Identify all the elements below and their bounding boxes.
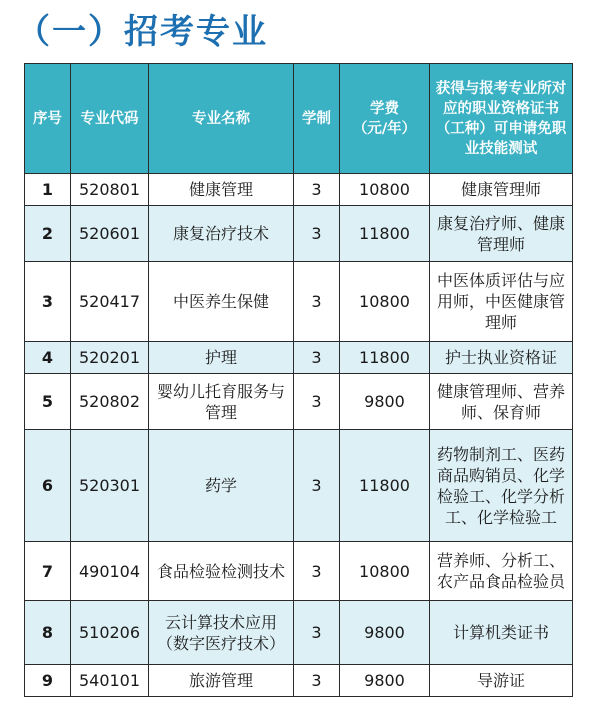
cell-fee: 11800 [340,430,430,542]
cell-name: 护理 [149,342,294,374]
cell-code: 520301 [71,430,149,542]
cell-fee: 10800 [340,542,430,601]
cell-fee: 11800 [340,342,430,374]
cell-fee: 11800 [340,206,430,262]
table-row [25,374,573,430]
cell-no: 1 [25,174,71,206]
header-cert: 获得与报考专业所对应的职业资格证书（工种）可申请免职业技能测试 [430,64,573,174]
table-row [25,665,573,697]
cell-years: 3 [294,601,340,665]
cell-years: 3 [294,206,340,262]
cell-fee: 10800 [340,174,430,206]
cell-code: 540101 [71,665,149,697]
cell-name: 旅游管理 [149,665,294,697]
cell-years: 3 [294,262,340,342]
cell-fee: 9800 [340,601,430,665]
table-row [25,262,573,342]
cell-code: 520417 [71,262,149,342]
cell-name: 健康管理 [149,174,294,206]
table-row [25,542,573,601]
cell-years: 3 [294,342,340,374]
cell-name: 康复治疗技术 [149,206,294,262]
header-code: 专业代码 [71,64,149,174]
cell-years: 3 [294,542,340,601]
cell-code: 520801 [71,174,149,206]
cell-code: 510206 [71,601,149,665]
cell-no: 3 [25,262,71,342]
cell-cert: 导游证 [430,665,573,697]
header-fee: 学费 （元/年） [340,64,430,174]
cell-fee: 10800 [340,262,430,342]
header-no: 序号 [25,64,71,174]
page-title: （一）招考专业 [16,12,268,52]
table-row [25,430,573,542]
cell-code: 520802 [71,374,149,430]
cell-name: 云计算技术应用（数字医疗技术） [149,601,294,665]
cell-cert: 康复治疗师、健康管理师 [430,206,573,262]
cell-years: 3 [294,374,340,430]
cell-code: 490104 [71,542,149,601]
cell-cert: 健康管理师、营养师、保育师 [430,374,573,430]
cell-cert: 中医体质评估与应用师，中医健康管理师 [430,262,573,342]
cell-cert: 护士执业资格证 [430,342,573,374]
header-years: 学制 [294,64,340,174]
cell-fee: 9800 [340,374,430,430]
cell-no: 8 [25,601,71,665]
cell-no: 4 [25,342,71,374]
cell-cert: 药物制剂工、医药商品购销员、化学检验工、化学分析工、化学检验工 [430,430,573,542]
cell-cert: 营养师、分析工、农产品食品检验员 [430,542,573,601]
table-row [25,601,573,665]
table-row [25,174,573,206]
table-row [25,342,573,374]
majors-table [24,63,573,697]
cell-no: 6 [25,430,71,542]
cell-years: 3 [294,665,340,697]
cell-no: 2 [25,206,71,262]
table-header-row [25,64,573,174]
cell-cert: 健康管理师 [430,174,573,206]
cell-code: 520601 [71,206,149,262]
cell-no: 9 [25,665,71,697]
cell-no: 7 [25,542,71,601]
cell-name: 食品检验检测技术 [149,542,294,601]
cell-fee: 9800 [340,665,430,697]
cell-name: 中医养生保健 [149,262,294,342]
table-row [25,206,573,262]
header-name: 专业名称 [149,64,294,174]
cell-name: 药学 [149,430,294,542]
cell-name: 婴幼儿托育服务与管理 [149,374,294,430]
cell-cert: 计算机类证书 [430,601,573,665]
cell-years: 3 [294,430,340,542]
cell-code: 520201 [71,342,149,374]
cell-years: 3 [294,174,340,206]
cell-no: 5 [25,374,71,430]
